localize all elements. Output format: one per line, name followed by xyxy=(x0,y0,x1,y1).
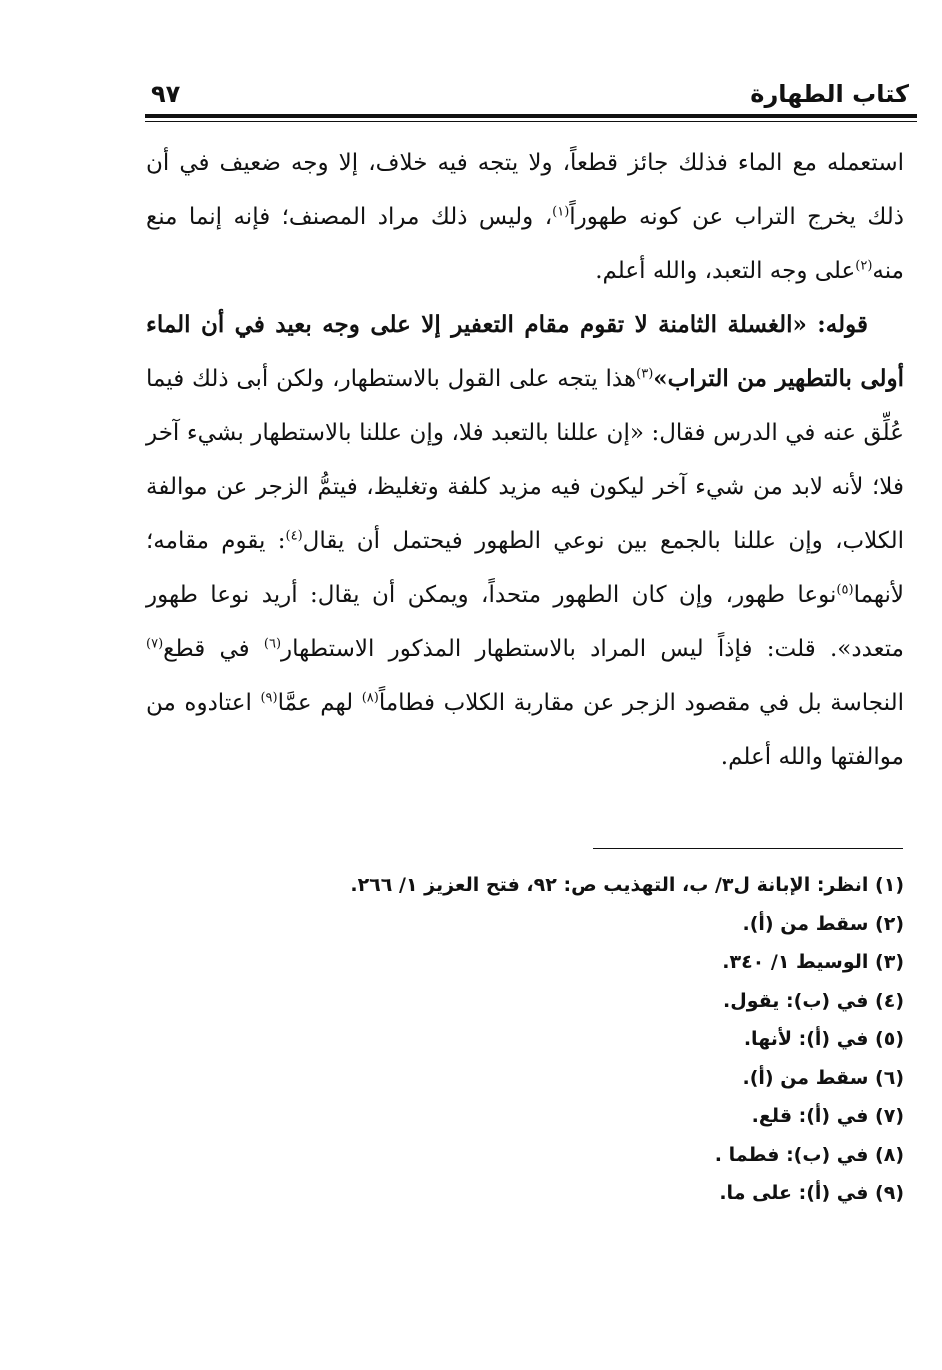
footnotes xyxy=(146,866,904,1213)
paragraph-1-part-c: على وجه التعبد، والله أعلم. xyxy=(595,258,856,284)
footnote-ref-2: (٢) xyxy=(855,258,873,274)
paragraph-1 xyxy=(146,136,904,298)
paragraph-2-part-g: اعتادوه من موالفتها والله أعلم. xyxy=(146,690,904,770)
paragraph-2-quote: «الغسلة الثامنة لا تقوم مقام التعفير إلا على وجه بعيد في أن الماء أولى بالتطهير من التراب» xyxy=(146,311,904,392)
page-number: ٩٧ xyxy=(151,80,181,108)
footnote-separator xyxy=(593,848,903,849)
paragraph-1-part-a: استعمله مع الماء فذلك جائز قطعاً، ولا يتجه فيه خلاف، إلا وجه ضعيف في أن ذلك يخرج التراب عن كونه طهوراً xyxy=(146,150,904,230)
paragraph-2-part-f: لهم عمَّا xyxy=(277,690,362,716)
paragraph-1-part-b: ، وليس ذلك مراد المصنف؛ فإنه إنما منع منه xyxy=(146,204,904,284)
footnote-7: (٧) في (أ): قلع. xyxy=(751,1105,904,1127)
footnote-ref-1: (١) xyxy=(552,204,570,220)
footnote-ref-3: (٣) xyxy=(636,366,654,382)
footnote-ref-4: (٤) xyxy=(285,528,303,544)
footnote-9: (٩) في (أ): على ما. xyxy=(719,1182,904,1204)
running-header xyxy=(145,78,917,110)
footnote-ref-9: (٩) xyxy=(260,690,278,706)
paragraph-2-part-d: في قطع xyxy=(163,636,264,662)
footnote-ref-7: (٧) xyxy=(146,636,164,652)
paragraph-2-lead: قوله: xyxy=(806,311,868,338)
paragraph-2-part-c: نوعا طهور، وإن كان الطهور متحداً، ويمكن أن يقال: أريد نوعا طهور متعدد». قلت: فإذاً ليس المراد بالاستطهار المذكور الاستطهار xyxy=(146,582,905,662)
paragraph-2-part-a: هذا يتجه على القول بالاستطهار، ولكن أبى ذلك فيما عُلِّق عنه في الدرس فقال: «إن عللنا بالتعبد فلا، وإن عللنا بالاستطهار بشيء آخر فلا؛ لأنه لابد من شيء آخر ليكون فيه مزيد كلفة وتغليظ، فيتمُّ الزجر عن موالفة الكلاب، وإن عللنا بالجمع بين نوعي الطهور فيحتمل أن يقال xyxy=(146,366,904,554)
header-rule xyxy=(145,114,917,118)
footnote-1: (١) انظر: الإبانة ل٣/ ب، التهذيب ص: ٩٢، فتح العزيز ١/ ٢٦٦. xyxy=(350,874,904,896)
paragraph-2-part-b: : يقوم مقامه؛ لأنهما xyxy=(146,528,904,608)
header-rule-thin xyxy=(145,121,917,122)
main-text xyxy=(146,136,904,784)
footnote-8: (٨) في (ب): فطما . xyxy=(714,1143,904,1166)
footnote-ref-5: (٥) xyxy=(836,582,854,598)
footnote-ref-8: (٨) xyxy=(361,690,379,706)
footnote-4: (٤) في (ب): يقول. xyxy=(723,989,904,1012)
paragraph-2-part-e: النجاسة بل في مقصود الزجر عن مقاربة الكلاب فطاماً xyxy=(378,690,904,716)
footnote-ref-6: (٦) xyxy=(263,636,282,652)
footnote-2: (٢) سقط من (أ). xyxy=(742,912,904,935)
paragraph-2 xyxy=(146,298,904,784)
footnote-6: (٦) سقط من (أ). xyxy=(742,1066,904,1089)
footnote-3: (٣) الوسيط ١/ ٣٤٠. xyxy=(722,951,904,973)
chapter-title: كتاب الطهارة xyxy=(750,80,909,108)
footnote-5: (٥) في (أ): لأنها. xyxy=(743,1028,904,1050)
